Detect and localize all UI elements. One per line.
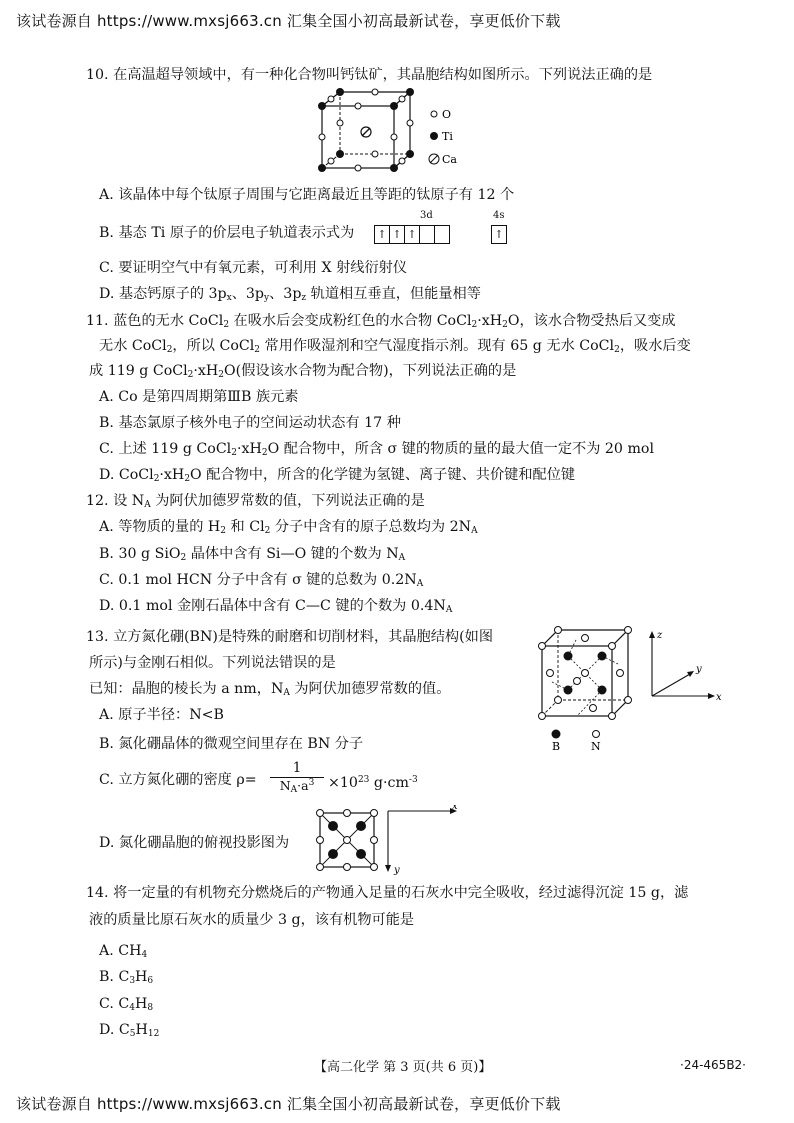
q13-line2: 所示)与金刚石相似。下列说法错误的是: [89, 655, 336, 671]
legend-o: O: [442, 108, 452, 121]
q14-line2: 液的质量比原石灰水的质量少 3 g，该有机物可能是: [89, 912, 415, 928]
q13-line1: 13. 立方氮化硼(BN)是特殊的耐磨和切削材料，其晶胞结构(如图: [86, 629, 494, 645]
orb-box: ↑: [491, 225, 507, 244]
axis-y: y: [696, 664, 702, 675]
q10-option-c: C. 要证明空气中有氧元素，可利用 X 射线衍射仪: [99, 260, 408, 276]
orb-3d-label: 3d: [420, 210, 433, 221]
q14-option-a: A. $CH_4$: [99, 943, 148, 960]
orb-box: [419, 225, 435, 244]
q12-option-a: A. 等物质的量的 $H_2$ 和 $Cl_2$ 分子中含有的原子总数均为 $2N_A$: [99, 519, 478, 536]
q11-line1: 11. 蓝色的无水 CoCl$_2$ 在吸水后会变成粉红色的水合物 $CoCl_2\cdot xH_2O$，该水合物受热后又变成: [86, 313, 676, 330]
legend-n: N: [591, 740, 601, 752]
orb-box: [434, 225, 450, 244]
page-number: 【高二化学 第 3 页(共 6 页)】: [314, 1060, 492, 1075]
q10-option-b: B. 基态 Ti 原子的价层电子轨道表示式为: [99, 225, 355, 241]
orb-3d-boxes: [375, 225, 450, 244]
legend-b: B: [552, 740, 561, 752]
q14-line1: 14. 将一定量的有机物充分燃烧后的产物通入足量的石灰水中完全吸收，经过滤得沉淀 15 g，滤: [86, 885, 689, 901]
density-tail: $\times 10^{23}$ $g\cdot cm^{-3}$: [328, 775, 418, 791]
q11-line3: 成 119 g $CoCl_2\cdot xH_2O$(假设该水合物为配合物)，下列说法正确的是: [89, 363, 517, 380]
legend-ca: Ca: [442, 153, 457, 166]
orb-4s-label: 4s: [493, 210, 505, 221]
orb-box: ↑: [404, 225, 420, 244]
q11-line2: 无水 CoCl$_2$，所以 CoCl$_2$ 常用作吸湿剂和空气湿度指示剂。现有 65 g 无水 CoCl$_2$，吸水后变: [99, 338, 691, 355]
q13-option-d: D. 氮化硼晶胞的俯视投影图为: [99, 835, 290, 851]
q13-option-c: C. 立方氮化硼的密度 ρ=: [99, 772, 257, 788]
q13-option-a: A. 原子半径：N<B: [99, 707, 224, 723]
q13-option-b: B. 氮化硼晶体的微观空间里存在 BN 分子: [99, 736, 364, 752]
page-footer-source: 该试卷源自 https://www.mxsj663.cn 汇集全国小初高最新试卷，享更低价下载: [16, 1095, 561, 1113]
q10-option-a: A. 该晶体中每个钛原子周围与它距离最近且等距的钛原子有 12 个: [99, 187, 515, 203]
perovskite-cell-figure: [310, 88, 480, 180]
q11-option-a: A. Co 是第四周期第ⅢB 族元素: [99, 389, 299, 405]
bn-top-view-figure: [312, 805, 462, 875]
q12-stem: 12. 设 $N_A$ 为阿伏加德罗常数的值，下列说法正确的是: [86, 493, 425, 510]
q12-option-d: D. 0.1 mol 金刚石晶体中含有 C—C 键的个数为 $0.4N_A$: [99, 598, 453, 615]
axis-x: x: [716, 692, 722, 703]
topview-axis-y: y: [394, 865, 400, 875]
q11-option-c: C. 上述 119 g $CoCl_2\cdot xH_2O$ 配合物中，所含 σ 键的物质的量的最大值一定不为 20 mol: [99, 441, 654, 458]
exam-code: ·24-465B2·: [680, 1058, 746, 1072]
q12-option-c: C. 0.1 mol HCN 分子中含有 σ 键的总数为 $0.2N_A$: [99, 572, 424, 589]
density-fraction: $\frac{1}{N_A\cdot a^3}$: [270, 760, 324, 795]
topview-axis-x: x: [452, 805, 458, 812]
q11-option-d: D. $CoCl_2\cdot xH_2O$ 配合物中，所含的化学键为氢键、离子键、共价键和配位键: [99, 467, 576, 484]
q14-option-b: B. $C_3H_6$: [99, 969, 154, 986]
bn-unit-cell-figure: [530, 622, 730, 752]
axis-z: z: [657, 630, 663, 641]
orb-4s-box: [492, 225, 507, 244]
orb-box: ↑: [374, 225, 390, 244]
q14-option-c: C. $C_4H_8$: [99, 996, 154, 1013]
orb-box: ↑: [389, 225, 405, 244]
q14-option-d: D. $C_5H_{12}$: [99, 1022, 160, 1039]
q10-stem: 10. 在高温超导领域中，有一种化合物叫钙钛矿，其晶胞结构如图所示。下列说法正确的是: [86, 67, 653, 83]
q11-option-b: B. 基态氯原子核外电子的空间运动状态有 17 种: [99, 415, 401, 431]
page-header: 该试卷源自 https://www.mxsj663.cn 汇集全国小初高最新试卷，享更低价下载: [16, 12, 561, 30]
q10-option-d: D. 基态钙原子的 $3p_x$、$3p_y$、$3p_z$ 轨道相互垂直，但能量相等: [99, 286, 481, 303]
legend-ti: Ti: [442, 130, 453, 143]
q13-line3: 已知：晶胞的棱长为 a nm，$N_A$ 为阿伏加德罗常数的值。: [89, 681, 451, 698]
q12-option-b: B. 30 g SiO$_2$ 晶体中含有 Si—O 键的个数为 $N_A$: [99, 546, 406, 563]
